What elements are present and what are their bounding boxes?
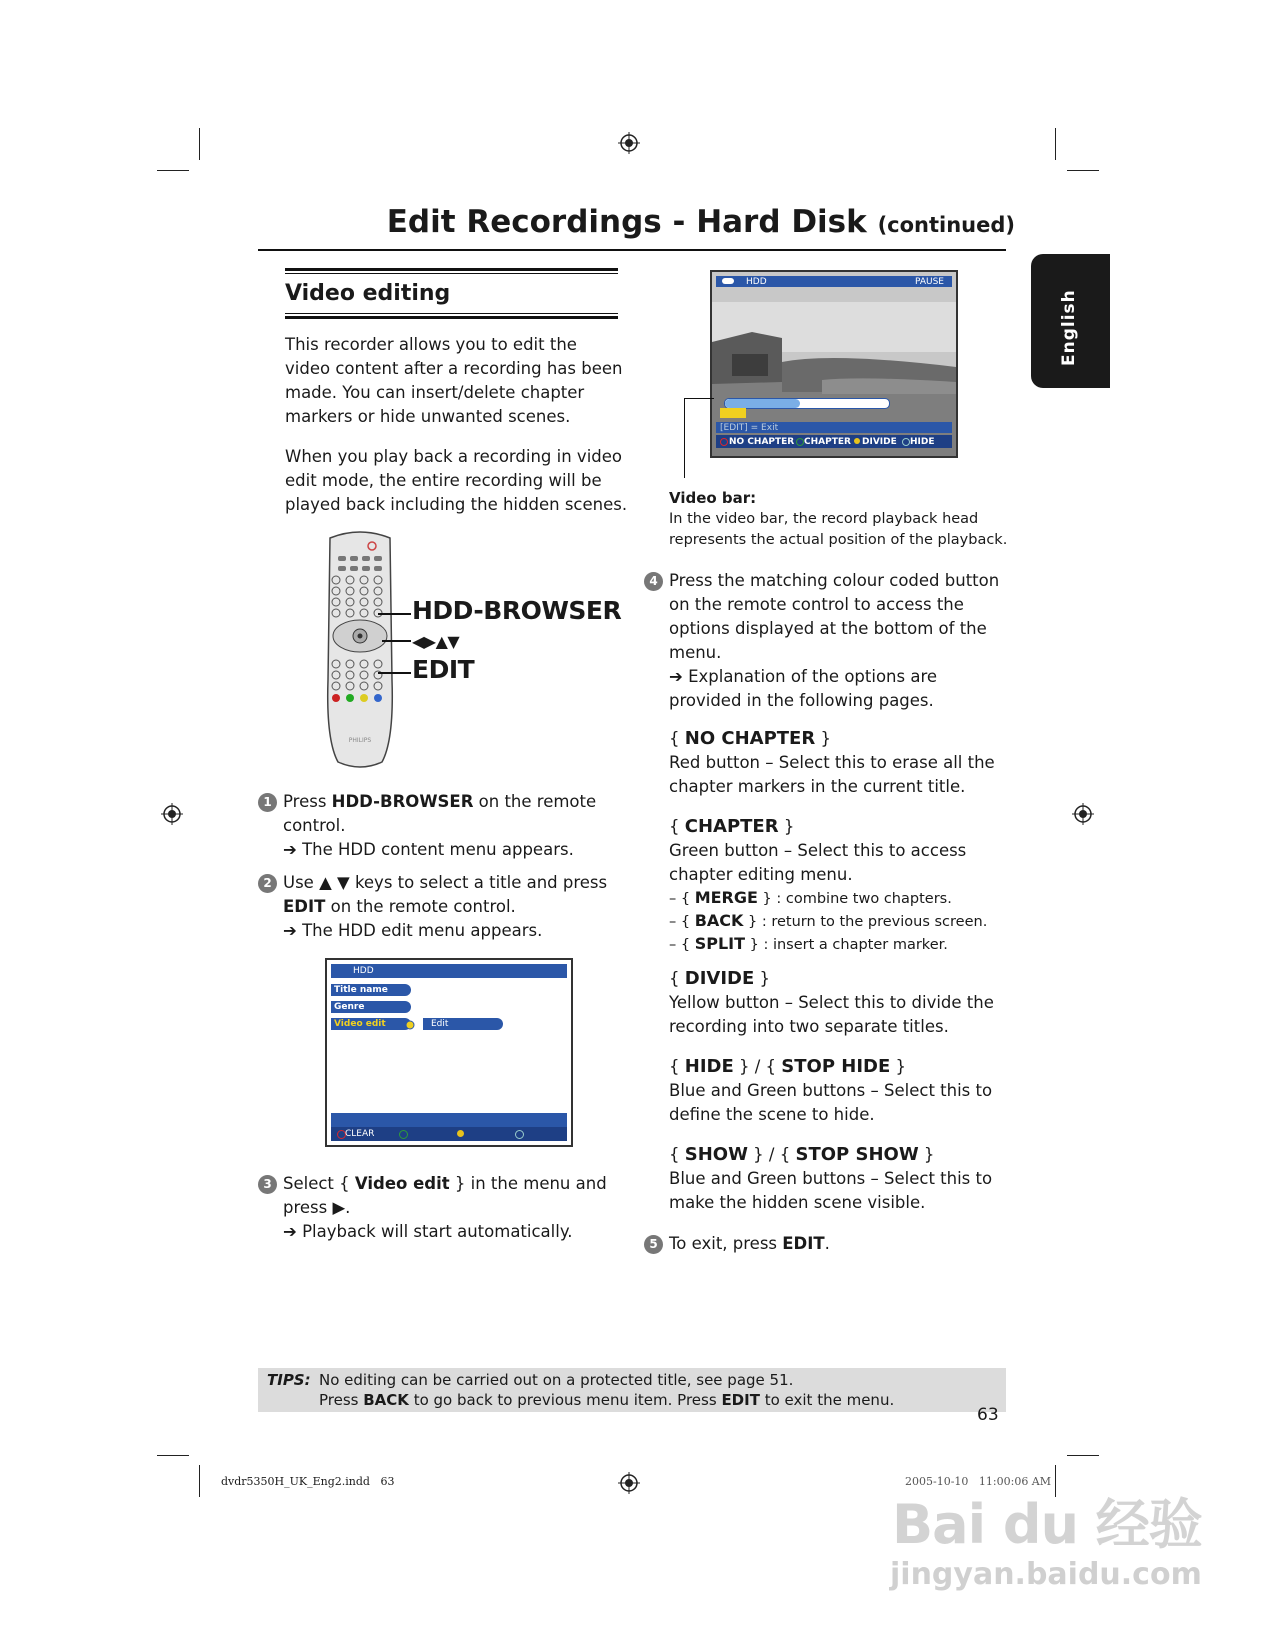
step-result: provided in the following pages. bbox=[669, 691, 934, 710]
text: on the remote control. bbox=[325, 897, 516, 916]
page-title-continued: (continued) bbox=[877, 213, 1015, 237]
sub-option-back: – { BACK } : return to the previous screen. bbox=[669, 911, 988, 930]
sub-option-key: SPLIT bbox=[694, 934, 746, 953]
page-title-text: Edit Recordings - Hard Disk bbox=[386, 204, 867, 240]
osd-status-label: PAUSE bbox=[915, 277, 944, 287]
arrow-icon: ➔ bbox=[669, 667, 689, 686]
text: on the remote bbox=[473, 792, 597, 811]
key-label: EDIT bbox=[782, 1234, 825, 1253]
watermark-logo: Bai du 经验 bbox=[892, 1493, 1202, 1556]
osd-option-no-chapter: NO CHAPTER bbox=[729, 437, 795, 447]
crop-mark bbox=[1055, 128, 1056, 160]
arrow-icon: ➔ bbox=[283, 1222, 303, 1241]
key-label: Video edit bbox=[354, 1174, 450, 1193]
blue-button-icon bbox=[515, 1130, 524, 1139]
menu-item-video-edit[interactable] bbox=[331, 1018, 411, 1030]
sub-option-split: – { SPLIT } : insert a chapter marker. bbox=[669, 934, 948, 953]
sub-option-desc: : return to the previous screen. bbox=[757, 914, 988, 930]
menu-item-label: Video edit bbox=[334, 1019, 386, 1029]
text-line: chapter markers in the current title. bbox=[669, 777, 966, 796]
crop-mark bbox=[199, 128, 200, 160]
video-bar-title: Video bar: bbox=[669, 489, 757, 507]
step-result: The HDD edit menu appears. bbox=[302, 921, 543, 940]
page-title bbox=[387, 204, 1015, 240]
option-title: HIDE bbox=[684, 1056, 734, 1077]
yellow-button-icon bbox=[854, 438, 860, 444]
selection-sun-icon bbox=[403, 1018, 417, 1032]
callout-line-edit bbox=[378, 672, 411, 674]
menu-header-bar bbox=[331, 964, 567, 978]
key-label: HDD-BROWSER bbox=[331, 792, 474, 811]
registration-mark-icon bbox=[161, 803, 183, 825]
tips-box bbox=[258, 1368, 1006, 1412]
section-rule-top-thin bbox=[285, 273, 618, 274]
menu-footer-buttons bbox=[331, 1127, 567, 1141]
text: Select { bbox=[283, 1174, 355, 1193]
text-line: define the scene to hide. bbox=[669, 1105, 875, 1124]
key-label: EDIT bbox=[721, 1391, 760, 1409]
text: Press bbox=[319, 1391, 364, 1409]
step-number-badge: 3 bbox=[258, 1175, 277, 1194]
callout-hdd-browser: HDD-BROWSER bbox=[412, 596, 622, 625]
registration-mark-icon bbox=[618, 1472, 640, 1494]
sub-option-desc: : combine two chapters. bbox=[771, 891, 952, 907]
step-4 bbox=[644, 569, 999, 713]
header-rule bbox=[258, 249, 1006, 251]
text-line: markers or hide unwanted scenes. bbox=[285, 407, 571, 426]
crop-mark bbox=[1067, 170, 1099, 171]
video-bar-leader-vertical bbox=[684, 398, 685, 478]
playback-head-marker bbox=[720, 408, 746, 418]
text-line: edit mode, the entire recording will be bbox=[285, 471, 602, 490]
step-number-badge: 4 bbox=[644, 572, 663, 591]
menu-item-label: Title name bbox=[334, 985, 388, 995]
text: Use ▲ ▼ keys to select a title and press bbox=[283, 873, 608, 892]
remote-control-illustration bbox=[320, 530, 400, 770]
option-hide: { HIDE } / { STOP HIDE } Blue and Green buttons – Select this to define the scene to hide. bbox=[669, 1055, 992, 1127]
text-line: Green button – Select this to access bbox=[669, 841, 967, 860]
sub-option-key: MERGE bbox=[694, 888, 758, 907]
svg-text:PHILIPS: PHILIPS bbox=[348, 737, 372, 744]
watermark-url: jingyan.baidu.com bbox=[890, 1557, 1202, 1592]
step-3 bbox=[258, 1172, 607, 1244]
step-number-badge: 1 bbox=[258, 793, 277, 812]
section-title: Video editing bbox=[285, 281, 451, 306]
option-title: STOP SHOW bbox=[795, 1144, 919, 1165]
osd-top-bar bbox=[716, 276, 952, 287]
sub-option-key: BACK bbox=[694, 911, 744, 930]
step-number-badge: 2 bbox=[258, 874, 277, 893]
arrow-icon: ➔ bbox=[283, 840, 303, 859]
key-label: EDIT bbox=[283, 897, 326, 916]
step-result: The HDD content menu appears. bbox=[302, 840, 574, 859]
text-line: made. You can insert/delete chapter bbox=[285, 383, 585, 402]
option-title: NO CHAPTER bbox=[684, 728, 816, 749]
step-result: Playback will start automatically. bbox=[302, 1222, 573, 1241]
footer-file-info: dvdr5350H_UK_Eng2.indd 63 bbox=[221, 1475, 395, 1488]
osd-option-hide: HIDE bbox=[910, 437, 935, 447]
step-2 bbox=[258, 871, 607, 943]
text: options displayed at the bottom of the bbox=[669, 619, 987, 638]
text: control. bbox=[283, 816, 346, 835]
intro-paragraph-1 bbox=[285, 333, 622, 429]
step-5 bbox=[644, 1232, 830, 1256]
language-tab bbox=[1031, 254, 1110, 388]
option-no-chapter: { NO CHAPTER } Red button – Select this to erase all the chapter markers in the current title. bbox=[669, 727, 995, 799]
text-line: Blue and Green buttons – Select this to bbox=[669, 1169, 993, 1188]
video-edit-screen bbox=[710, 270, 958, 458]
text-line: Red button – Select this to erase all the bbox=[669, 753, 995, 772]
option-chapter: { CHAPTER } Green button – Select this to access chapter editing menu. – { MERGE } : combine two chapters. – { BACK } : return to the previous screen. – { SPLIT } : insert a chapter marker. bbox=[669, 815, 987, 956]
osd-exit-bar bbox=[716, 422, 952, 433]
blue-button-icon bbox=[902, 438, 910, 446]
arrow-icon: ➔ bbox=[283, 921, 303, 940]
menu-item-genre[interactable] bbox=[331, 1001, 411, 1013]
text-line: This recorder allows you to edit the bbox=[285, 335, 577, 354]
crop-mark bbox=[1067, 1455, 1099, 1456]
menu-item-label: Genre bbox=[334, 1002, 365, 1012]
yellow-button-icon bbox=[457, 1130, 464, 1137]
option-title: CHAPTER bbox=[684, 816, 779, 837]
osd-source-label: HDD bbox=[746, 277, 767, 287]
osd-option-chapter: CHAPTER bbox=[804, 437, 851, 447]
callout-line-arrows bbox=[382, 640, 411, 642]
sub-option-desc: : insert a chapter marker. bbox=[758, 937, 948, 953]
option-divide: { DIVIDE } Yellow button – Select this to divide the recording into two separate titles. bbox=[669, 967, 994, 1039]
registration-mark-icon bbox=[1072, 803, 1094, 825]
registration-mark-icon bbox=[618, 132, 640, 154]
section-rule-top bbox=[285, 268, 618, 271]
text-line: Blue and Green buttons – Select this to bbox=[669, 1081, 993, 1100]
red-button-icon bbox=[720, 438, 728, 446]
language-tab-label: English bbox=[1059, 289, 1079, 366]
section-rule-bottom-thin bbox=[285, 313, 618, 314]
tips-line-2 bbox=[319, 1391, 894, 1409]
section-rule-bottom bbox=[285, 316, 618, 319]
callout-arrows: ◀▶▲▼ bbox=[412, 632, 460, 651]
text-line: represents the actual position of the playback. bbox=[669, 532, 1008, 548]
callout-line-browser bbox=[378, 613, 411, 615]
crop-mark bbox=[157, 1455, 189, 1456]
text-line: In the video bar, the record playback head bbox=[669, 511, 979, 527]
green-button-icon bbox=[796, 438, 804, 446]
text: To exit, press bbox=[669, 1234, 783, 1253]
text: Press the matching colour coded button bbox=[669, 571, 1000, 590]
edit-button[interactable] bbox=[423, 1018, 503, 1030]
option-title: SHOW bbox=[684, 1144, 748, 1165]
step-result: Explanation of the options are bbox=[688, 667, 938, 686]
hdd-pill-icon bbox=[722, 278, 734, 284]
clear-label: CLEAR bbox=[345, 1129, 375, 1139]
option-show: { SHOW } / { STOP SHOW } Blue and Green buttons – Select this to make the hidden scene visible. bbox=[669, 1143, 992, 1215]
hdd-edit-menu-screen bbox=[325, 958, 573, 1147]
video-bar-caption bbox=[669, 488, 1007, 551]
text: to exit the menu. bbox=[759, 1391, 895, 1409]
footer-timestamp: 2005-10-10 11:00:06 AM bbox=[905, 1475, 1052, 1488]
video-bar-leader-horizontal bbox=[684, 398, 714, 399]
crop-mark bbox=[199, 1465, 200, 1497]
video-bar-fill bbox=[725, 399, 800, 408]
intro-paragraph-2 bbox=[285, 445, 627, 517]
text-line: Yellow button – Select this to divide the bbox=[669, 993, 994, 1012]
menu-item-title-name[interactable] bbox=[331, 984, 411, 996]
option-title: STOP HIDE bbox=[781, 1056, 891, 1077]
text-line: make the hidden scene visible. bbox=[669, 1193, 926, 1212]
callout-edit: EDIT bbox=[412, 655, 475, 684]
sub-option-merge: – { MERGE } : combine two chapters. bbox=[669, 888, 952, 907]
text-line: When you play back a recording in video bbox=[285, 447, 623, 466]
text-line: video content after a recording has been bbox=[285, 359, 623, 378]
text-line: chapter editing menu. bbox=[669, 865, 853, 884]
key-label: BACK bbox=[363, 1391, 409, 1409]
exit-hint: [EDIT] = Exit bbox=[720, 423, 779, 433]
step-1 bbox=[258, 790, 596, 862]
osd-options-bar bbox=[716, 435, 952, 448]
text: Press bbox=[283, 792, 332, 811]
crop-mark bbox=[157, 170, 189, 171]
page-number: 63 bbox=[977, 1405, 999, 1425]
text: . bbox=[824, 1234, 830, 1253]
text: press ▶. bbox=[283, 1198, 351, 1217]
text-line: recording into two separate titles. bbox=[669, 1017, 949, 1036]
text: on the remote control to access the bbox=[669, 595, 964, 614]
text: } in the menu and bbox=[449, 1174, 607, 1193]
text: menu. bbox=[669, 643, 722, 662]
text-line: played back including the hidden scenes. bbox=[285, 495, 628, 514]
osd-option-divide: DIVIDE bbox=[862, 437, 897, 447]
menu-footer-bar bbox=[331, 1113, 567, 1127]
tips-label: TIPS: bbox=[267, 1371, 311, 1389]
text: to go back to previous menu item. Press bbox=[408, 1391, 722, 1409]
video-bar[interactable] bbox=[724, 398, 890, 409]
edit-button-label: Edit bbox=[431, 1019, 449, 1029]
step-number-badge: 5 bbox=[644, 1235, 663, 1254]
option-title: DIVIDE bbox=[684, 968, 755, 989]
menu-header: HDD bbox=[353, 966, 374, 976]
tips-line-1: No editing can be carried out on a protected title, see page 51. bbox=[319, 1371, 794, 1389]
green-button-icon bbox=[399, 1130, 408, 1139]
